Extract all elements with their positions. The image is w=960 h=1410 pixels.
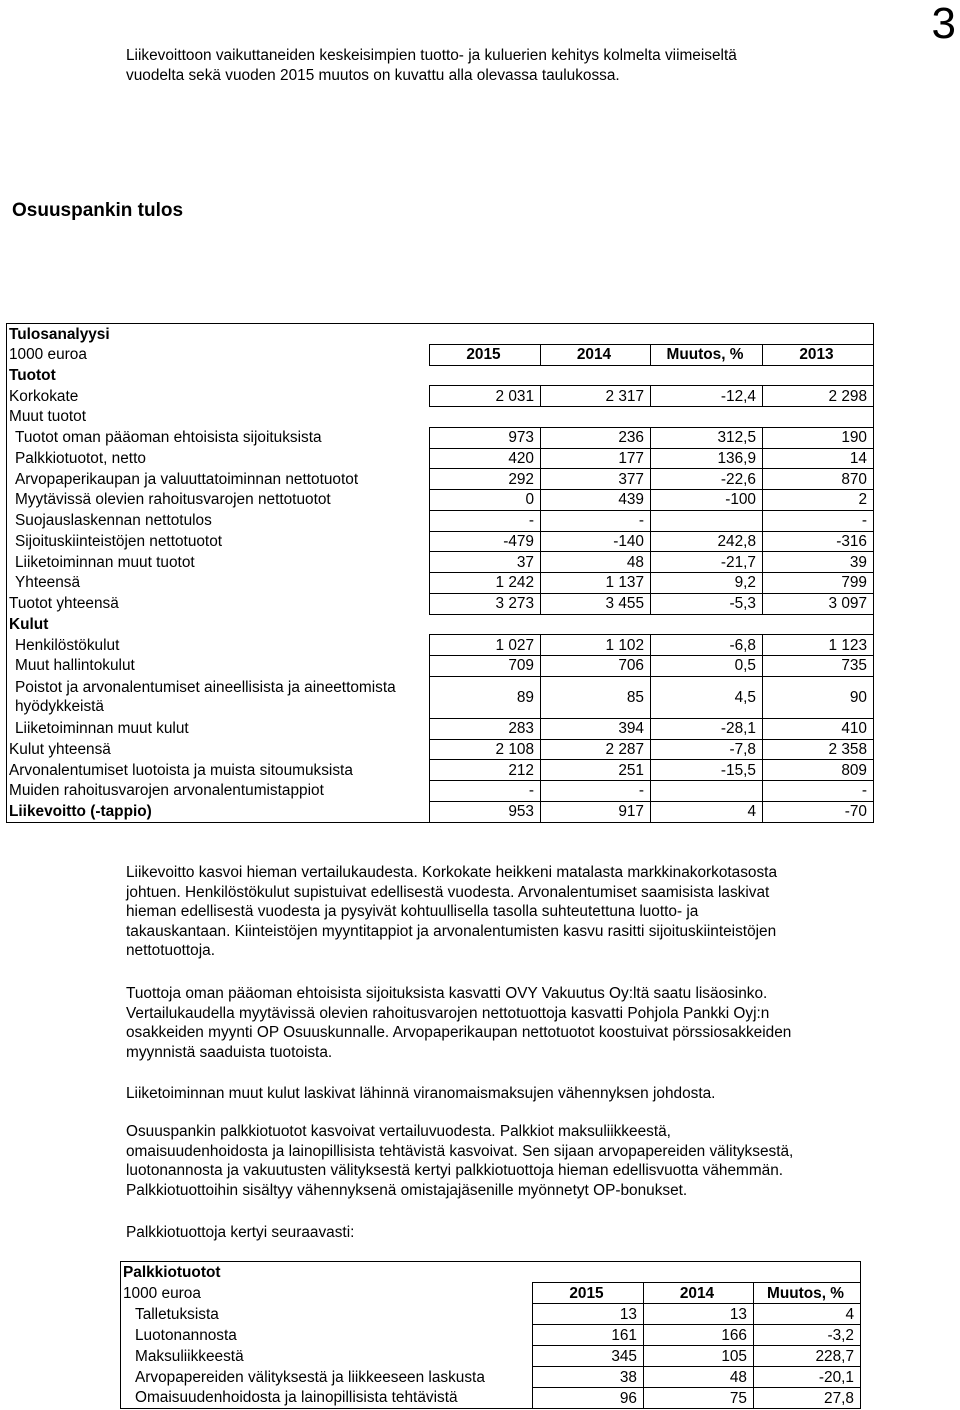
cell-value: 13	[644, 1304, 754, 1325]
cell-value: 735	[763, 656, 874, 677]
column-header: 2014	[644, 1283, 754, 1304]
cell-value: 870	[763, 469, 874, 490]
cell-value: 14	[763, 448, 874, 469]
cell-value: -	[763, 510, 874, 531]
cell-value: 394	[541, 718, 651, 739]
cell-value: -20,1	[754, 1367, 861, 1388]
table-row	[121, 1325, 861, 1346]
table-row	[7, 531, 874, 552]
cell-value: 0	[430, 490, 541, 511]
cell-value: 48	[644, 1367, 754, 1388]
table-row	[7, 427, 874, 448]
cell-value: 4,5	[651, 676, 763, 718]
cell-value: -7,8	[651, 739, 763, 760]
cell-value: 2 317	[541, 386, 651, 407]
cell-value: 4	[754, 1304, 861, 1325]
table-title: Tulosanalyysi	[9, 325, 110, 343]
cell-value: -28,1	[651, 718, 763, 739]
cell-value: 177	[541, 448, 651, 469]
cell-value: 2	[763, 490, 874, 511]
cell-value: 251	[541, 760, 651, 781]
table-row	[7, 490, 874, 511]
cell-value: -479	[430, 531, 541, 552]
cell-value: -6,8	[651, 635, 763, 656]
paragraph-income	[126, 984, 886, 1062]
cell-value: 96	[533, 1388, 644, 1409]
section-heading: Osuuspankin tulos	[12, 200, 184, 221]
cell-value: 89	[430, 676, 541, 718]
row-label: Liiketoiminnan muut tuotot	[15, 553, 195, 571]
cell-value: 1 242	[430, 573, 541, 594]
text-line: osakkeiden myynti OP Osuuskunnalle. Arvopaperikaupan nettotuotot koostuivat pörssiosakkeiden	[126, 1024, 792, 1041]
cell-value: 709	[430, 656, 541, 677]
cell-value: 37	[430, 552, 541, 573]
cell-value: 105	[644, 1346, 754, 1367]
table-row	[7, 718, 874, 739]
row-label: Poistot ja arvonalentumiset aineellisista ja aineettomista hyödykkeistä	[15, 679, 396, 716]
text-line: Osuuspankin palkkiotuotot kasvoivat vertailuvuodesta. Palkkiot maksuliikkeestä,	[126, 1123, 671, 1140]
cell-value: 161	[533, 1325, 644, 1346]
cell-value: -316	[763, 531, 874, 552]
table-row	[7, 510, 874, 531]
table-row	[7, 656, 874, 677]
column-header: 2015	[430, 344, 541, 365]
table-row	[7, 801, 874, 822]
text-line: Vertailukaudella myytävissä olevien rahoitusvarojen nettotuottoja kasvatti Pohjola Pankki Oyj:n	[126, 1004, 770, 1022]
cell-value: 3 273	[430, 593, 541, 614]
row-label: Liikevoitto (-tappio)	[9, 802, 152, 820]
cell-value: 9,2	[651, 573, 763, 594]
table-row	[121, 1367, 861, 1388]
row-label: Arvonalentumiset luotoista ja muista sitoumuksista	[9, 761, 353, 779]
table-row	[7, 448, 874, 469]
text-line: hieman edellisestä vuodesta ja pysyivät kohtuullisella tasolla suhteutettuna luotto- ja	[126, 903, 699, 920]
text-line: Palkkiotuottoja kertyi seuraavasti:	[126, 1224, 355, 1241]
cell-value: 312,5	[651, 427, 763, 448]
cell-value: 1 123	[763, 635, 874, 656]
result-analysis-table	[6, 323, 874, 823]
cell-value: 13	[533, 1304, 644, 1325]
row-label: Liiketoiminnan muut kulut	[15, 720, 189, 738]
table-row	[7, 573, 874, 594]
cell-value: 439	[541, 490, 651, 511]
table-row	[7, 469, 874, 490]
cell-value: 236	[541, 427, 651, 448]
table-row	[7, 739, 874, 760]
column-header: 2014	[541, 344, 651, 365]
cell-value: -21,7	[651, 552, 763, 573]
table-unit: 1000 euroa	[9, 346, 87, 364]
cell-value: -	[541, 781, 651, 802]
row-label: Myytävissä olevien rahoitusvarojen nettotuotot	[15, 491, 331, 509]
cell-value: -140	[541, 531, 651, 552]
cell-value: -5,3	[651, 593, 763, 614]
paragraph-fee-income	[126, 1122, 886, 1200]
text-line: Palkkiotuottoihin sisältyy vähennyksenä omistajajäsenille myönnetyt OP-bonukset.	[126, 1181, 688, 1199]
table-row	[7, 760, 874, 781]
cell-value: 410	[763, 718, 874, 739]
cell-value: 3 455	[541, 593, 651, 614]
cell-value: 345	[533, 1346, 644, 1367]
intro-line: Liikevoittoon vaikuttaneiden keskeisimpien tuotto- ja kuluerien kehitys kolmelta viimeiseltä	[126, 47, 737, 64]
cell-value: -3,2	[754, 1325, 861, 1346]
row-label: Luotonannosta	[135, 1326, 237, 1344]
cell-value: -100	[651, 490, 763, 511]
row-label: Arvopapereiden välityksestä ja liikkeeseen laskusta	[135, 1368, 485, 1386]
cell-value: 292	[430, 469, 541, 490]
column-header: Muutos, %	[754, 1283, 861, 1304]
cell-value: 48	[541, 552, 651, 573]
cell-value: 2 287	[541, 739, 651, 760]
cell-value: 4	[651, 801, 763, 822]
table-row	[121, 1304, 861, 1325]
row-label: Suojauslaskennan nettotulos	[15, 512, 212, 530]
cell-value: 0,5	[651, 656, 763, 677]
cell-value: 166	[644, 1325, 754, 1346]
text-line: myynnistä saaduista tuotoista.	[126, 1043, 333, 1061]
table-row	[7, 676, 874, 718]
cell-value: 953	[430, 801, 541, 822]
row-label: Kulut yhteensä	[9, 740, 111, 758]
column-header: 2015	[533, 1283, 644, 1304]
column-header: 2013	[763, 344, 874, 365]
cell-value: 228,7	[754, 1346, 861, 1367]
row-label: Muut hallintokulut	[15, 657, 135, 675]
row-label: Talletuksista	[135, 1305, 219, 1323]
cell-value: 39	[763, 552, 874, 573]
text-line: Tuottoja oman pääoman ehtoisista sijoituksista kasvatti OVY Vakuutus Oy:ltä saatu lisäosinko.	[126, 985, 768, 1002]
table-unit: 1000 euroa	[123, 1284, 201, 1302]
cell-value: 75	[644, 1388, 754, 1409]
cell-value: 420	[430, 448, 541, 469]
cell-value: 706	[541, 656, 651, 677]
page-number: 3	[931, 0, 956, 48]
table-row	[7, 552, 874, 573]
cell-value: 136,9	[651, 448, 763, 469]
cell-value	[651, 510, 763, 531]
cell-value: 809	[763, 760, 874, 781]
table-row	[7, 386, 874, 407]
cell-value: -15,5	[651, 760, 763, 781]
intro-line: vuodelta sekä vuoden 2015 muutos on kuvattu alla olevassa taulukossa.	[126, 66, 620, 84]
table-title: Palkkiotuotot	[123, 1263, 221, 1281]
cell-value: -	[430, 781, 541, 802]
cell-value: 283	[430, 718, 541, 739]
row-label: Arvopaperikaupan ja valuuttatoiminnan nettotuotot	[15, 470, 359, 488]
cell-value: 190	[763, 427, 874, 448]
cell-value: 799	[763, 573, 874, 594]
cell-value: 1 137	[541, 573, 651, 594]
paragraph-fee-intro	[126, 1223, 886, 1243]
text-line: takauskantaan. Kiinteistöjen myyntitappiot ja arvonalentumisten kasvu rasitti sijoituskiinteistöjen	[126, 922, 777, 940]
row-label: Tuotot	[9, 366, 56, 384]
row-label: Tuotot yhteensä	[9, 595, 119, 613]
row-label: Muut tuotot	[9, 408, 86, 426]
row-label: Palkkiotuotot, netto	[15, 449, 146, 467]
row-label: Tuotot oman pääoman ehtoisista sijoituksista	[15, 429, 322, 447]
fee-income-table	[120, 1261, 861, 1409]
cell-value: -	[541, 510, 651, 531]
paragraph-other-expenses	[126, 1084, 886, 1104]
cell-value: -70	[763, 801, 874, 822]
cell-value: 2 108	[430, 739, 541, 760]
cell-value: 90	[763, 676, 874, 718]
cell-value: 38	[533, 1367, 644, 1388]
row-label: Yhteensä	[15, 574, 81, 592]
text-line: luotonannosta ja vakuutusten välityksestä kertyi palkkiotuottoja hieman edellisvuotta vähemmän.	[126, 1162, 784, 1179]
row-label: Kulut	[9, 615, 49, 633]
cell-value: -	[763, 781, 874, 802]
text-line: nettotuottoja.	[126, 942, 215, 959]
column-header: Muutos, %	[651, 344, 763, 365]
table-row	[7, 635, 874, 656]
paragraph-profit	[126, 863, 886, 961]
row-label: Omaisuudenhoidosta ja lainopillisista tehtävistä	[135, 1389, 458, 1407]
row-label: Maksuliikkeestä	[135, 1347, 244, 1365]
cell-value: 242,8	[651, 531, 763, 552]
text-line: Liiketoiminnan muut kulut laskivat lähinnä viranomaismaksujen vähennyksen johdosta.	[126, 1085, 716, 1102]
table-row	[7, 593, 874, 614]
table-row	[7, 781, 874, 802]
cell-value	[651, 781, 763, 802]
row-label: Henkilöstökulut	[15, 636, 120, 654]
table-row	[121, 1346, 861, 1367]
cell-value: 2 298	[763, 386, 874, 407]
row-label: Korkokate	[9, 387, 79, 405]
cell-value: -12,4	[651, 386, 763, 407]
row-label: Muiden rahoitusvarojen arvonalentumistappiot	[9, 782, 324, 800]
cell-value: 917	[541, 801, 651, 822]
text-line: johtuen. Henkilöstökulut supistuivat edellisestä vuodesta. Arvonalentumiset saamisista laskivat	[126, 883, 770, 901]
cell-value: 27,8	[754, 1388, 861, 1409]
table-row	[121, 1388, 861, 1409]
cell-value: 212	[430, 760, 541, 781]
intro-paragraph	[126, 46, 886, 85]
cell-value: 1 027	[430, 635, 541, 656]
cell-value: 973	[430, 427, 541, 448]
cell-value: 2 031	[430, 386, 541, 407]
text-line: omaisuudenhoidosta ja lainopillisista tehtävistä kasvoivat. Sen sijaan arvopapereiden välityksestä,	[126, 1142, 794, 1160]
cell-value: 85	[541, 676, 651, 718]
cell-value: 1 102	[541, 635, 651, 656]
text-line: Liikevoitto kasvoi hieman vertailukaudesta. Korkokate heikkeni matalasta markkinakorkotasosta	[126, 864, 778, 881]
cell-value: 2 358	[763, 739, 874, 760]
cell-value: 377	[541, 469, 651, 490]
cell-value: -	[430, 510, 541, 531]
cell-value: 3 097	[763, 593, 874, 614]
row-label: Sijoituskiinteistöjen nettotuotot	[15, 532, 223, 550]
cell-value: -22,6	[651, 469, 763, 490]
